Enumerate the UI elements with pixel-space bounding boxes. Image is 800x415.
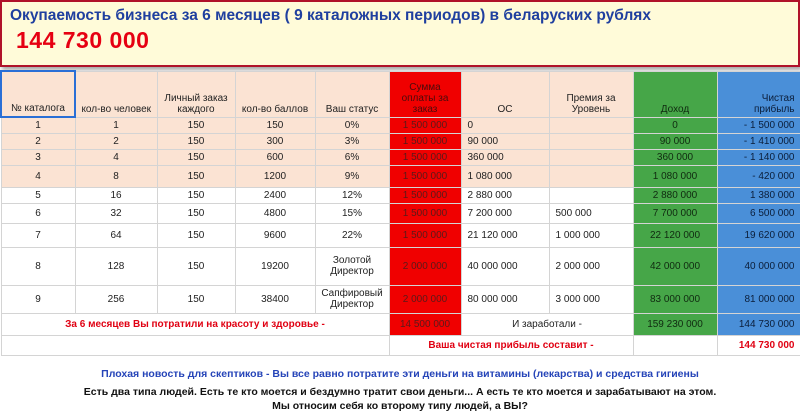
cell-people-count[interactable]: 1 <box>75 117 157 133</box>
cell-points[interactable]: 1200 <box>235 165 315 187</box>
cell-catalog-number[interactable]: 5 <box>1 187 75 203</box>
table-row <box>1 165 800 187</box>
total-profit-amount: 144 730 000 <box>16 27 150 53</box>
column-header-personal-order[interactable]: Личный заказ каждого <box>157 71 235 117</box>
cell-personal-order[interactable]: 150 <box>157 223 235 247</box>
summary-earned-value[interactable]: 159 230 000 <box>633 313 717 335</box>
cell-net-profit[interactable]: - 1 140 000 <box>717 149 800 165</box>
cell-order-payment[interactable]: 1 500 000 <box>389 117 461 133</box>
cell-personal-order[interactable]: 150 <box>157 285 235 313</box>
table-row <box>1 117 800 133</box>
cell-os[interactable]: 40 000 000 <box>461 247 549 285</box>
cell-points[interactable]: 600 <box>235 149 315 165</box>
cell-personal-order[interactable]: 150 <box>157 165 235 187</box>
cell-net-profit[interactable]: - 1 410 000 <box>717 133 800 149</box>
cell-os[interactable]: 0 <box>461 117 549 133</box>
cell-people-count[interactable]: 32 <box>75 203 157 223</box>
table-row <box>1 247 800 285</box>
cell-status[interactable]: 6% <box>315 149 389 165</box>
column-header-income[interactable]: Доход <box>633 71 717 117</box>
column-header-status[interactable]: Ваш статус <box>315 71 389 117</box>
footer-notes <box>0 363 800 415</box>
column-header-people-count[interactable]: кол-во человек <box>75 71 157 117</box>
cell-os[interactable]: 1 080 000 <box>461 165 549 187</box>
column-header-os[interactable]: ОС <box>461 71 549 117</box>
cell-income[interactable]: 2 880 000 <box>633 187 717 203</box>
cell-income[interactable]: 360 000 <box>633 149 717 165</box>
cell-order-payment[interactable]: 1 500 000 <box>389 149 461 165</box>
cell-income[interactable]: 83 000 000 <box>633 285 717 313</box>
column-header-points[interactable]: кол-во баллов <box>235 71 315 117</box>
cell-catalog-number[interactable]: 8 <box>1 247 75 285</box>
net-value[interactable]: 144 730 000 <box>717 335 800 355</box>
cell-level-bonus[interactable]: 1 000 000 <box>549 223 633 247</box>
cell-income[interactable]: 1 080 000 <box>633 165 717 187</box>
table-row <box>1 187 800 203</box>
cell-people-count[interactable]: 8 <box>75 165 157 187</box>
column-header-level-bonus[interactable]: Премия за Уровень <box>549 71 633 117</box>
cell-level-bonus[interactable] <box>549 117 633 133</box>
cell-catalog-number[interactable]: 1 <box>1 117 75 133</box>
cell-order-payment[interactable]: 1 500 000 <box>389 203 461 223</box>
cell-status[interactable]: 0% <box>315 117 389 133</box>
cell-personal-order[interactable]: 150 <box>157 203 235 223</box>
column-header-order-payment[interactable]: Сумма оплаты за заказ <box>389 71 461 117</box>
cell-income[interactable]: 7 700 000 <box>633 203 717 223</box>
cell-income[interactable]: 42 000 000 <box>633 247 717 285</box>
table-row <box>1 285 800 313</box>
cell-order-payment[interactable]: 1 500 000 <box>389 165 461 187</box>
cell-os[interactable]: 7 200 000 <box>461 203 549 223</box>
cell-status[interactable]: Золотой Директор <box>315 247 389 285</box>
cell-personal-order[interactable]: 150 <box>157 149 235 165</box>
cell-level-bonus[interactable]: 2 000 000 <box>549 247 633 285</box>
cell-catalog-number[interactable]: 6 <box>1 203 75 223</box>
title-banner <box>0 0 800 67</box>
cell-points[interactable]: 300 <box>235 133 315 149</box>
cell-points[interactable]: 2400 <box>235 187 315 203</box>
table-row <box>1 203 800 223</box>
cell-status[interactable]: 3% <box>315 133 389 149</box>
cell-net-profit[interactable]: 40 000 000 <box>717 247 800 285</box>
footer-line-skeptics: Плохая новость для скептиков - Вы все равно потратите эти деньги на витамины (лекарства) и средства гигиены <box>101 368 699 380</box>
table-row <box>1 223 800 247</box>
cell-level-bonus[interactable] <box>549 165 633 187</box>
cell-os[interactable]: 80 000 000 <box>461 285 549 313</box>
cell-points[interactable]: 150 <box>235 117 315 133</box>
cell-catalog-number[interactable]: 2 <box>1 133 75 149</box>
cell-people-count[interactable]: 2 <box>75 133 157 149</box>
cell-personal-order[interactable]: 150 <box>157 133 235 149</box>
cell-catalog-number[interactable]: 4 <box>1 165 75 187</box>
page-title: Окупаемость бизнеса за 6 месяцев ( 9 каталожных периодов) в беларуских рублях <box>10 7 651 24</box>
cell-net-profit[interactable]: 81 000 000 <box>717 285 800 313</box>
net-empty <box>1 335 389 355</box>
cell-level-bonus[interactable] <box>549 149 633 165</box>
cell-income[interactable]: 22 120 000 <box>633 223 717 247</box>
cell-people-count[interactable]: 64 <box>75 223 157 247</box>
table-row <box>1 149 800 165</box>
table-row <box>1 133 800 149</box>
cell-net-profit[interactable]: - 1 500 000 <box>717 117 800 133</box>
cell-points[interactable]: 9600 <box>235 223 315 247</box>
cell-level-bonus[interactable] <box>549 187 633 203</box>
cell-personal-order[interactable]: 150 <box>157 247 235 285</box>
cell-income[interactable]: 0 <box>633 117 717 133</box>
cell-status[interactable]: 15% <box>315 203 389 223</box>
cell-people-count[interactable]: 256 <box>75 285 157 313</box>
cell-os[interactable]: 360 000 <box>461 149 549 165</box>
summary-profit-value[interactable]: 144 730 000 <box>717 313 800 335</box>
column-header-net-profit[interactable]: Чистая прибыль <box>717 71 800 117</box>
cell-level-bonus[interactable]: 500 000 <box>549 203 633 223</box>
cell-status[interactable]: 22% <box>315 223 389 247</box>
cell-order-payment[interactable]: 1 500 000 <box>389 187 461 203</box>
cell-order-payment[interactable]: 1 500 000 <box>389 133 461 149</box>
cell-status[interactable]: 12% <box>315 187 389 203</box>
cell-status[interactable]: 9% <box>315 165 389 187</box>
cell-status[interactable]: Сапфировый Директор <box>315 285 389 313</box>
summary-spent-value[interactable]: 14 500 000 <box>389 313 461 335</box>
net-profit-row <box>1 335 800 355</box>
cell-catalog-number[interactable]: 3 <box>1 149 75 165</box>
cell-income[interactable]: 90 000 <box>633 133 717 149</box>
cell-people-count[interactable]: 4 <box>75 149 157 165</box>
footer-line-question: Мы относим себя ко второму типу людей, а ВЫ? <box>272 400 528 412</box>
cell-level-bonus[interactable]: 3 000 000 <box>549 285 633 313</box>
cell-points[interactable]: 19200 <box>235 247 315 285</box>
cell-net-profit[interactable]: - 420 000 <box>717 165 800 187</box>
header-row <box>1 71 800 117</box>
cell-order-payment[interactable]: 1 500 000 <box>389 223 461 247</box>
cell-level-bonus[interactable] <box>549 133 633 149</box>
net-label[interactable]: Ваша чистая прибыль составит - <box>389 335 633 355</box>
footer-line-two-types: Есть два типа людей. Есть те кто моется и бездумно тратит свои деньги... А есть те кто моется и зарабатывают на этом. <box>83 386 717 398</box>
cell-os[interactable]: 21 120 000 <box>461 223 549 247</box>
cell-os[interactable]: 2 880 000 <box>461 187 549 203</box>
cell-people-count[interactable]: 16 <box>75 187 157 203</box>
cell-people-count[interactable]: 128 <box>75 247 157 285</box>
cell-personal-order[interactable]: 150 <box>157 117 235 133</box>
cell-net-profit[interactable]: 6 500 000 <box>717 203 800 223</box>
cell-net-profit[interactable]: 19 620 000 <box>717 223 800 247</box>
cell-net-profit[interactable]: 1 380 000 <box>717 187 800 203</box>
cell-points[interactable]: 38400 <box>235 285 315 313</box>
column-header-catalog-number[interactable]: № каталога <box>1 71 75 117</box>
cell-order-payment[interactable]: 2 000 000 <box>389 285 461 313</box>
cell-os[interactable]: 90 000 <box>461 133 549 149</box>
cell-catalog-number[interactable]: 9 <box>1 285 75 313</box>
cell-order-payment[interactable]: 2 000 000 <box>389 247 461 285</box>
cell-personal-order[interactable]: 150 <box>157 187 235 203</box>
cell-points[interactable]: 4800 <box>235 203 315 223</box>
summary-spent-label[interactable]: За 6 месяцев Вы потратили на красоту и здоровье - <box>1 313 389 335</box>
summary-earned-label[interactable]: И заработали - <box>461 313 633 335</box>
net-gap <box>633 335 717 355</box>
payback-table <box>0 70 800 356</box>
cell-catalog-number[interactable]: 7 <box>1 223 75 247</box>
summary-row <box>1 313 800 335</box>
